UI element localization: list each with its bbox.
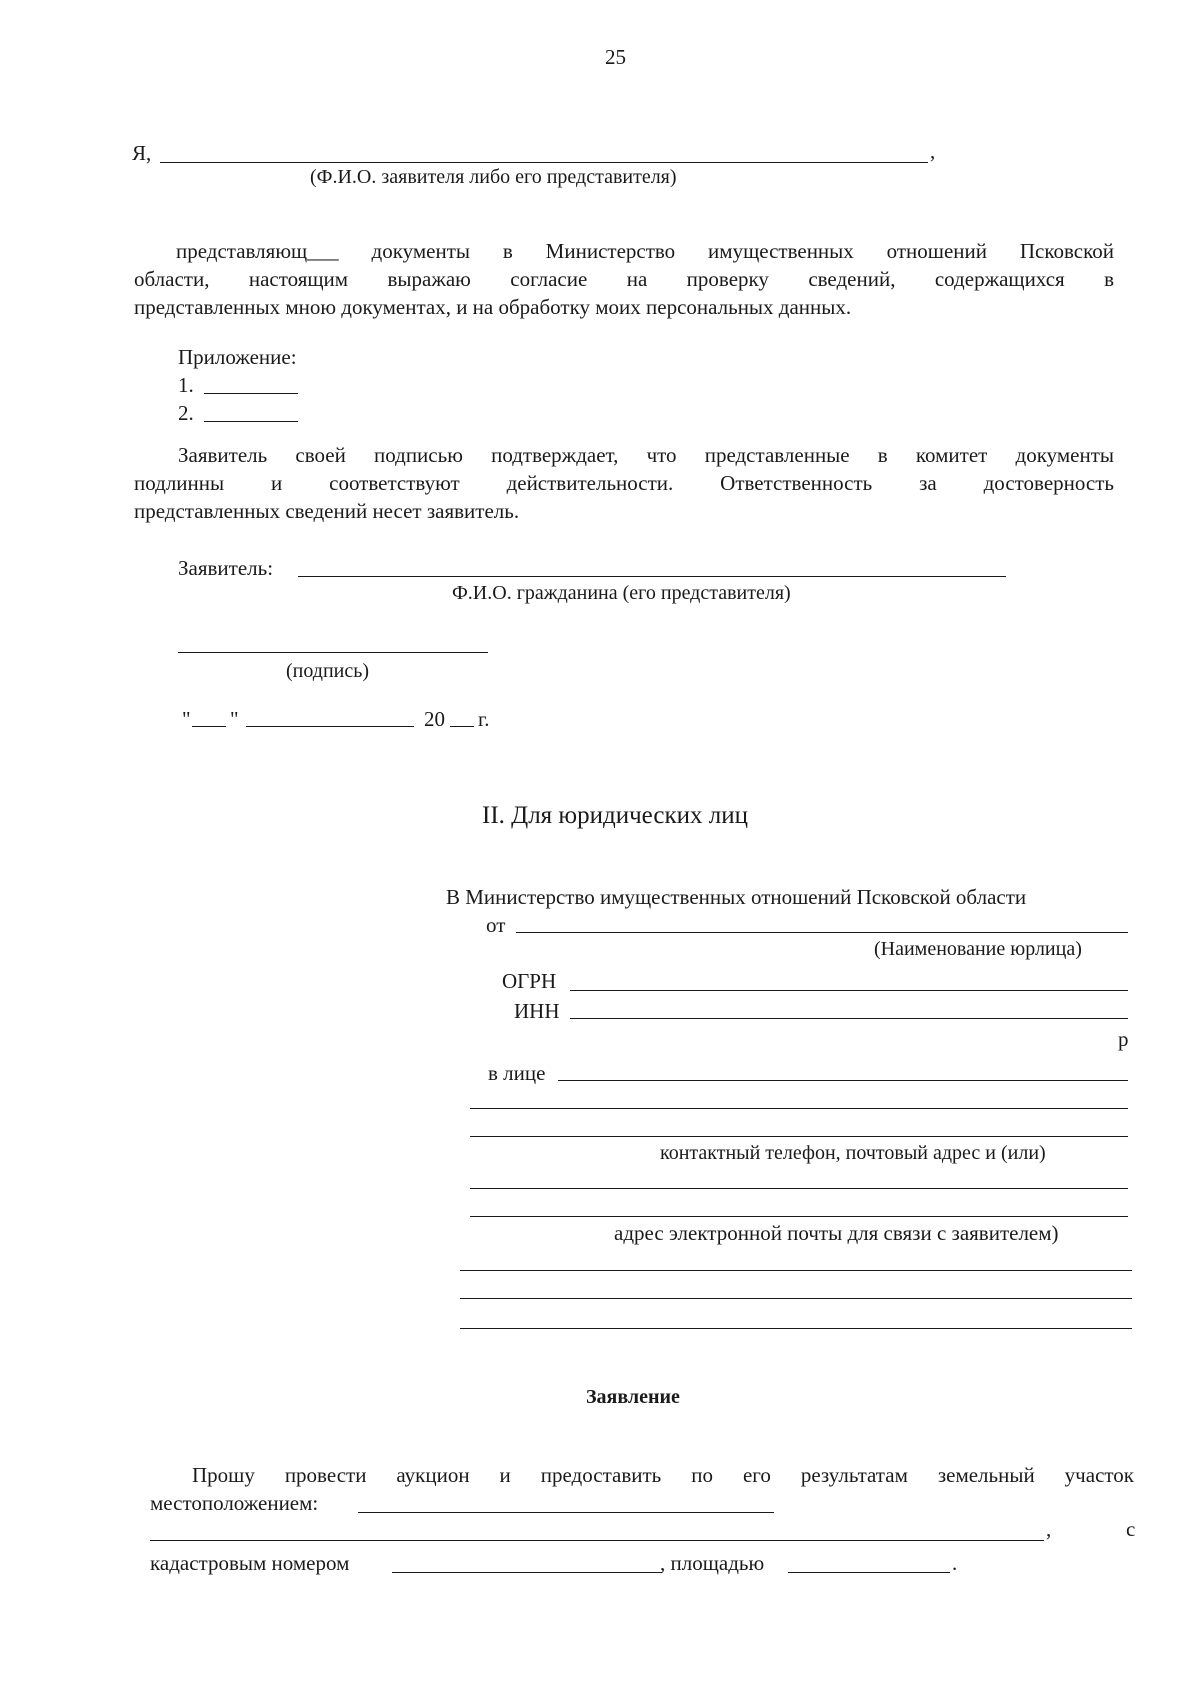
- applicant-sign-label: Заявитель:: [178, 556, 274, 580]
- area-field[interactable]: [788, 1572, 950, 1573]
- statement-title: Заявление: [586, 1386, 680, 1408]
- request-line-1: Прошу провести аукцион и предоставить по его результатам земельный участок: [192, 1463, 1134, 1487]
- location-comma: ,: [1046, 1517, 1052, 1541]
- request-period: .: [952, 1551, 958, 1575]
- location-field-continued[interactable]: [150, 1540, 1044, 1541]
- applicant-sign-caption: Ф.И.О. гражданина (его представителя): [452, 582, 791, 604]
- consent-line-1: представляющ___ документы в Министерство имущественных отношений Псковской: [176, 239, 1114, 263]
- consent-line-3: представленных мною документах, и на обработку моих персональных данных.: [134, 295, 852, 319]
- area-label: , площадью: [660, 1551, 765, 1575]
- person-field-extra[interactable]: [470, 1108, 1128, 1109]
- applicant-prefix: Я,: [132, 141, 152, 165]
- person-label: в лице: [488, 1061, 546, 1085]
- applicant-sign-name-field[interactable]: [298, 576, 1006, 577]
- r-label: р: [1118, 1027, 1129, 1051]
- signature-field[interactable]: [178, 652, 488, 653]
- contact-field-3[interactable]: [470, 1216, 1128, 1217]
- date-close-quote: ": [230, 707, 239, 731]
- date-day-field[interactable]: [192, 726, 226, 727]
- date-year-prefix: 20: [424, 707, 445, 731]
- email-caption: адрес электронной почты для связи с заявителем): [614, 1221, 1059, 1245]
- confirmation-line-2: подлинны и соответствуют действительности. Ответственность за достоверность: [134, 471, 1114, 495]
- person-field[interactable]: [558, 1080, 1128, 1081]
- attachment-item-2: 2.: [178, 401, 194, 425]
- cadastral-number-field[interactable]: [392, 1572, 662, 1573]
- contact-field-2[interactable]: [470, 1188, 1128, 1189]
- ogrn-field[interactable]: [570, 990, 1128, 991]
- applicant-caption: (Ф.И.О. заявителя либо его представителя): [310, 166, 677, 188]
- contact-field-1[interactable]: [470, 1136, 1128, 1137]
- extra-field-3[interactable]: [460, 1328, 1132, 1329]
- signature-caption: (подпись): [286, 660, 370, 682]
- location-field[interactable]: [358, 1512, 774, 1513]
- cadastral-label: кадастровым номером: [150, 1551, 350, 1575]
- attachment-field-2[interactable]: [204, 421, 298, 422]
- page-number: 25: [605, 45, 626, 69]
- ogrn-label: ОГРН: [502, 969, 557, 993]
- extra-field-1[interactable]: [460, 1270, 1132, 1271]
- extra-field-2[interactable]: [460, 1298, 1132, 1299]
- date-year-suffix: г.: [478, 707, 490, 731]
- date-year-field[interactable]: [450, 726, 474, 727]
- applicant-suffix: ,: [930, 139, 936, 163]
- with-label: с: [1126, 1517, 1136, 1541]
- consent-line-2: области, настоящим выражаю согласие на проверку сведений, содержащихся в: [134, 267, 1114, 291]
- attachment-item-1: 1.: [178, 373, 194, 397]
- date-month-field[interactable]: [246, 726, 414, 727]
- addressee-to: В Министерство имущественных отношений Псковской области: [446, 885, 1027, 909]
- confirmation-line-1: Заявитель своей подписью подтверждает, что представленные в комитет документы: [178, 443, 1114, 467]
- addressee-from-label: от: [486, 913, 506, 937]
- company-name-field[interactable]: [516, 932, 1128, 933]
- attachment-field-1[interactable]: [204, 393, 298, 394]
- inn-label: ИНН: [514, 999, 560, 1023]
- section-heading: II. Для юридических лиц: [482, 802, 748, 829]
- attachments-label: Приложение:: [178, 345, 297, 369]
- location-label: местоположением:: [150, 1491, 319, 1515]
- confirmation-line-3: представленных сведений несет заявитель.: [134, 499, 520, 523]
- inn-field[interactable]: [570, 1018, 1128, 1019]
- contact-caption: контактный телефон, почтовый адрес и (или): [660, 1142, 1046, 1164]
- company-name-caption: (Наименование юрлица): [874, 938, 1082, 960]
- applicant-name-field[interactable]: [160, 162, 928, 163]
- date-open-quote: ": [182, 707, 191, 731]
